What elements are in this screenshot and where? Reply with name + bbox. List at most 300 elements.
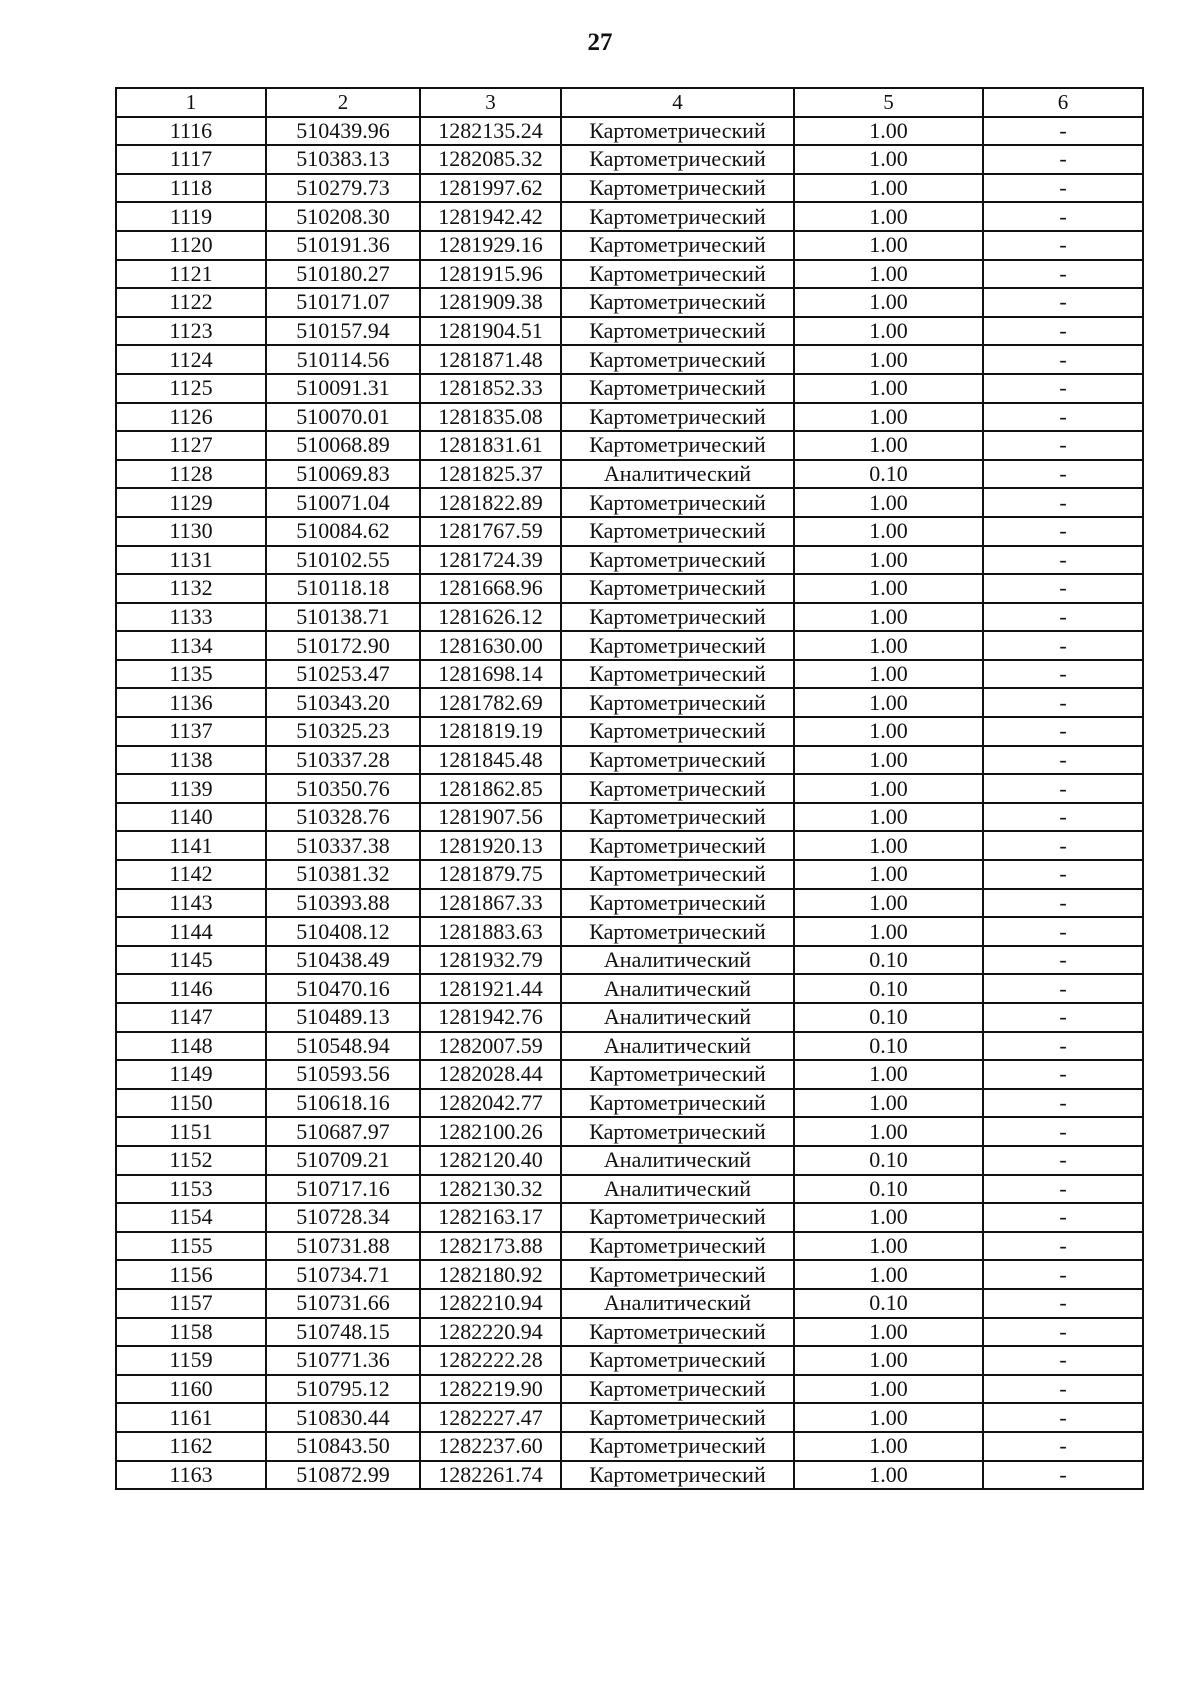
point-number-cell: 1117 — [116, 145, 266, 174]
x-coordinate-cell: 510771.36 — [266, 1346, 420, 1375]
method-cell: Картометрический — [561, 831, 794, 860]
x-coordinate-cell: 510687.97 — [266, 1117, 420, 1146]
y-coordinate-cell: 1282180.92 — [420, 1260, 561, 1289]
table-row — [116, 374, 1143, 403]
point-number-cell: 1139 — [116, 774, 266, 803]
accuracy-cell: 1.00 — [794, 889, 983, 918]
point-number-cell: 1160 — [116, 1375, 266, 1404]
point-number-cell: 1147 — [116, 1003, 266, 1032]
y-coordinate-cell: 1281698.14 — [420, 660, 561, 689]
method-cell: Картометрический — [561, 202, 794, 231]
y-coordinate-cell: 1281782.69 — [420, 688, 561, 717]
x-coordinate-cell: 510337.38 — [266, 831, 420, 860]
x-coordinate-cell: 510325.23 — [266, 717, 420, 746]
method-cell: Картометрический — [561, 1203, 794, 1232]
y-coordinate-cell: 1281630.00 — [420, 631, 561, 660]
point-number-cell: 1159 — [116, 1346, 266, 1375]
coordinates-table — [115, 87, 1144, 1490]
point-number-cell: 1122 — [116, 288, 266, 317]
point-number-cell: 1156 — [116, 1260, 266, 1289]
y-coordinate-cell: 1281932.79 — [420, 946, 561, 975]
y-coordinate-cell: 1281767.59 — [420, 517, 561, 546]
y-coordinate-cell: 1281819.19 — [420, 717, 561, 746]
note-cell: - — [983, 403, 1143, 432]
table-body — [116, 117, 1143, 1490]
x-coordinate-cell: 510843.50 — [266, 1432, 420, 1461]
accuracy-cell: 1.00 — [794, 1346, 983, 1375]
table-row — [116, 1060, 1143, 1089]
accuracy-cell: 1.00 — [794, 1432, 983, 1461]
x-coordinate-cell: 510172.90 — [266, 631, 420, 660]
point-number-cell: 1137 — [116, 717, 266, 746]
note-cell: - — [983, 1289, 1143, 1318]
accuracy-cell: 1.00 — [794, 1461, 983, 1490]
y-coordinate-cell: 1281942.76 — [420, 1003, 561, 1032]
table-row — [116, 174, 1143, 203]
accuracy-cell: 0.10 — [794, 946, 983, 975]
method-cell: Аналитический — [561, 1003, 794, 1032]
note-cell: - — [983, 831, 1143, 860]
method-cell: Картометрический — [561, 889, 794, 918]
accuracy-cell: 0.10 — [794, 1032, 983, 1061]
accuracy-cell: 1.00 — [794, 917, 983, 946]
accuracy-cell: 1.00 — [794, 746, 983, 775]
method-cell: Картометрический — [561, 488, 794, 517]
table-row — [116, 1432, 1143, 1461]
table-row — [116, 774, 1143, 803]
point-number-cell: 1135 — [116, 660, 266, 689]
y-coordinate-cell: 1281822.89 — [420, 488, 561, 517]
y-coordinate-cell: 1282219.90 — [420, 1375, 561, 1404]
method-cell: Картометрический — [561, 546, 794, 575]
note-cell: - — [983, 546, 1143, 575]
note-cell: - — [983, 1375, 1143, 1404]
x-coordinate-cell: 510795.12 — [266, 1375, 420, 1404]
x-coordinate-cell: 510114.56 — [266, 345, 420, 374]
accuracy-cell: 0.10 — [794, 974, 983, 1003]
table-row — [116, 717, 1143, 746]
x-coordinate-cell: 510328.76 — [266, 803, 420, 832]
table-row — [116, 1203, 1143, 1232]
x-coordinate-cell: 510381.32 — [266, 860, 420, 889]
point-number-cell: 1120 — [116, 231, 266, 260]
method-cell: Картометрический — [561, 1260, 794, 1289]
accuracy-cell: 1.00 — [794, 1318, 983, 1347]
table-row — [116, 1003, 1143, 1032]
method-cell: Картометрический — [561, 1117, 794, 1146]
table-row — [116, 260, 1143, 289]
method-cell: Аналитический — [561, 974, 794, 1003]
table-row — [116, 688, 1143, 717]
point-number-cell: 1142 — [116, 860, 266, 889]
point-number-cell: 1144 — [116, 917, 266, 946]
table-row — [116, 1232, 1143, 1261]
table-header-row — [116, 88, 1143, 117]
method-cell: Картометрический — [561, 774, 794, 803]
y-coordinate-cell: 1281915.96 — [420, 260, 561, 289]
method-cell: Картометрический — [561, 917, 794, 946]
y-coordinate-cell: 1281942.42 — [420, 202, 561, 231]
table-row — [116, 889, 1143, 918]
table-row — [116, 488, 1143, 517]
method-cell: Картометрический — [561, 860, 794, 889]
accuracy-cell: 1.00 — [794, 1260, 983, 1289]
note-cell: - — [983, 488, 1143, 517]
note-cell: - — [983, 717, 1143, 746]
y-coordinate-cell: 1282120.40 — [420, 1146, 561, 1175]
x-coordinate-cell: 510383.13 — [266, 145, 420, 174]
method-cell: Картометрический — [561, 403, 794, 432]
accuracy-cell: 1.00 — [794, 774, 983, 803]
accuracy-cell: 1.00 — [794, 202, 983, 231]
x-coordinate-cell: 510279.73 — [266, 174, 420, 203]
note-cell: - — [983, 803, 1143, 832]
note-cell: - — [983, 374, 1143, 403]
table-row — [116, 946, 1143, 975]
point-number-cell: 1153 — [116, 1175, 266, 1204]
table-row — [116, 288, 1143, 317]
table-row — [116, 660, 1143, 689]
x-coordinate-cell: 510337.28 — [266, 746, 420, 775]
x-coordinate-cell: 510068.89 — [266, 431, 420, 460]
table-row — [116, 1461, 1143, 1490]
table-row — [116, 1403, 1143, 1432]
y-coordinate-cell: 1281904.51 — [420, 317, 561, 346]
method-cell: Картометрический — [561, 317, 794, 346]
y-coordinate-cell: 1281879.75 — [420, 860, 561, 889]
x-coordinate-cell: 510350.76 — [266, 774, 420, 803]
note-cell: - — [983, 1003, 1143, 1032]
method-cell: Картометрический — [561, 1232, 794, 1261]
method-cell: Картометрический — [561, 1346, 794, 1375]
x-coordinate-cell: 510253.47 — [266, 660, 420, 689]
note-cell: - — [983, 517, 1143, 546]
method-cell: Картометрический — [561, 574, 794, 603]
accuracy-cell: 1.00 — [794, 231, 983, 260]
accuracy-cell: 0.10 — [794, 1289, 983, 1318]
table-row — [116, 574, 1143, 603]
point-number-cell: 1146 — [116, 974, 266, 1003]
point-number-cell: 1141 — [116, 831, 266, 860]
x-coordinate-cell: 510593.56 — [266, 1060, 420, 1089]
accuracy-cell: 1.00 — [794, 603, 983, 632]
accuracy-cell: 0.10 — [794, 460, 983, 489]
x-coordinate-cell: 510091.31 — [266, 374, 420, 403]
table-row — [116, 631, 1143, 660]
accuracy-cell: 0.10 — [794, 1003, 983, 1032]
accuracy-cell: 1.00 — [794, 517, 983, 546]
note-cell: - — [983, 1060, 1143, 1089]
x-coordinate-cell: 510731.88 — [266, 1232, 420, 1261]
point-number-cell: 1132 — [116, 574, 266, 603]
table-row — [116, 746, 1143, 775]
point-number-cell: 1138 — [116, 746, 266, 775]
table-row — [116, 1032, 1143, 1061]
y-coordinate-cell: 1281867.33 — [420, 889, 561, 918]
method-cell: Картометрический — [561, 260, 794, 289]
point-number-cell: 1151 — [116, 1117, 266, 1146]
note-cell: - — [983, 460, 1143, 489]
method-cell: Картометрический — [561, 145, 794, 174]
point-number-cell: 1116 — [116, 117, 266, 146]
note-cell: - — [983, 746, 1143, 775]
y-coordinate-cell: 1281929.16 — [420, 231, 561, 260]
column-header: 4 — [561, 88, 794, 117]
y-coordinate-cell: 1281862.85 — [420, 774, 561, 803]
point-number-cell: 1136 — [116, 688, 266, 717]
method-cell: Картометрический — [561, 1375, 794, 1404]
y-coordinate-cell: 1282007.59 — [420, 1032, 561, 1061]
table-row — [116, 1146, 1143, 1175]
note-cell: - — [983, 631, 1143, 660]
x-coordinate-cell: 510709.21 — [266, 1146, 420, 1175]
point-number-cell: 1121 — [116, 260, 266, 289]
y-coordinate-cell: 1281724.39 — [420, 546, 561, 575]
accuracy-cell: 1.00 — [794, 374, 983, 403]
table-row — [116, 974, 1143, 1003]
note-cell: - — [983, 174, 1143, 203]
y-coordinate-cell: 1282130.32 — [420, 1175, 561, 1204]
point-number-cell: 1155 — [116, 1232, 266, 1261]
point-number-cell: 1119 — [116, 202, 266, 231]
accuracy-cell: 1.00 — [794, 803, 983, 832]
table-row — [116, 1175, 1143, 1204]
note-cell: - — [983, 1032, 1143, 1061]
table-row — [116, 917, 1143, 946]
y-coordinate-cell: 1281845.48 — [420, 746, 561, 775]
point-number-cell: 1149 — [116, 1060, 266, 1089]
y-coordinate-cell: 1282028.44 — [420, 1060, 561, 1089]
table-row — [116, 1289, 1143, 1318]
point-number-cell: 1150 — [116, 1089, 266, 1118]
note-cell: - — [983, 1432, 1143, 1461]
accuracy-cell: 1.00 — [794, 260, 983, 289]
method-cell: Картометрический — [561, 717, 794, 746]
point-number-cell: 1131 — [116, 546, 266, 575]
method-cell: Картометрический — [561, 1461, 794, 1490]
x-coordinate-cell: 510191.36 — [266, 231, 420, 260]
method-cell: Аналитический — [561, 1146, 794, 1175]
method-cell: Картометрический — [561, 1089, 794, 1118]
table-row — [116, 1089, 1143, 1118]
method-cell: Картометрический — [561, 688, 794, 717]
x-coordinate-cell: 510439.96 — [266, 117, 420, 146]
method-cell: Картометрический — [561, 288, 794, 317]
x-coordinate-cell: 510070.01 — [266, 403, 420, 432]
x-coordinate-cell: 510157.94 — [266, 317, 420, 346]
point-number-cell: 1158 — [116, 1318, 266, 1347]
accuracy-cell: 1.00 — [794, 546, 983, 575]
x-coordinate-cell: 510731.66 — [266, 1289, 420, 1318]
x-coordinate-cell: 510069.83 — [266, 460, 420, 489]
column-header: 5 — [794, 88, 983, 117]
note-cell: - — [983, 1146, 1143, 1175]
page-number: 27 — [587, 29, 613, 56]
note-cell: - — [983, 1260, 1143, 1289]
table-row — [116, 231, 1143, 260]
note-cell: - — [983, 202, 1143, 231]
table-row — [116, 517, 1143, 546]
note-cell: - — [983, 345, 1143, 374]
y-coordinate-cell: 1281831.61 — [420, 431, 561, 460]
column-header: 3 — [420, 88, 561, 117]
accuracy-cell: 1.00 — [794, 1403, 983, 1432]
table-row — [116, 403, 1143, 432]
x-coordinate-cell: 510084.62 — [266, 517, 420, 546]
accuracy-cell: 1.00 — [794, 574, 983, 603]
point-number-cell: 1154 — [116, 1203, 266, 1232]
note-cell: - — [983, 946, 1143, 975]
point-number-cell: 1124 — [116, 345, 266, 374]
y-coordinate-cell: 1282100.26 — [420, 1117, 561, 1146]
note-cell: - — [983, 1117, 1143, 1146]
method-cell: Картометрический — [561, 631, 794, 660]
column-header: 2 — [266, 88, 420, 117]
x-coordinate-cell: 510748.15 — [266, 1318, 420, 1347]
accuracy-cell: 1.00 — [794, 688, 983, 717]
y-coordinate-cell: 1281852.33 — [420, 374, 561, 403]
note-cell: - — [983, 1461, 1143, 1490]
note-cell: - — [983, 1403, 1143, 1432]
note-cell: - — [983, 145, 1143, 174]
point-number-cell: 1123 — [116, 317, 266, 346]
accuracy-cell: 1.00 — [794, 403, 983, 432]
table-row — [116, 317, 1143, 346]
accuracy-cell: 1.00 — [794, 288, 983, 317]
accuracy-cell: 1.00 — [794, 631, 983, 660]
y-coordinate-cell: 1281626.12 — [420, 603, 561, 632]
note-cell: - — [983, 1346, 1143, 1375]
y-coordinate-cell: 1281921.44 — [420, 974, 561, 1003]
note-cell: - — [983, 688, 1143, 717]
method-cell: Картометрический — [561, 345, 794, 374]
y-coordinate-cell: 1281909.38 — [420, 288, 561, 317]
x-coordinate-cell: 510872.99 — [266, 1461, 420, 1490]
x-coordinate-cell: 510071.04 — [266, 488, 420, 517]
y-coordinate-cell: 1281997.62 — [420, 174, 561, 203]
table-row — [116, 860, 1143, 889]
x-coordinate-cell: 510830.44 — [266, 1403, 420, 1432]
y-coordinate-cell: 1281825.37 — [420, 460, 561, 489]
table-row — [116, 603, 1143, 632]
accuracy-cell: 1.00 — [794, 1060, 983, 1089]
point-number-cell: 1118 — [116, 174, 266, 203]
table-row — [116, 803, 1143, 832]
note-cell: - — [983, 431, 1143, 460]
table-row — [116, 1318, 1143, 1347]
point-number-cell: 1152 — [116, 1146, 266, 1175]
y-coordinate-cell: 1281835.08 — [420, 403, 561, 432]
point-number-cell: 1130 — [116, 517, 266, 546]
method-cell: Картометрический — [561, 1432, 794, 1461]
y-coordinate-cell: 1282261.74 — [420, 1461, 561, 1490]
accuracy-cell: 1.00 — [794, 117, 983, 146]
accuracy-cell: 1.00 — [794, 660, 983, 689]
method-cell: Картометрический — [561, 1318, 794, 1347]
note-cell: - — [983, 1318, 1143, 1347]
table-row — [116, 202, 1143, 231]
x-coordinate-cell: 510470.16 — [266, 974, 420, 1003]
y-coordinate-cell: 1282227.47 — [420, 1403, 561, 1432]
y-coordinate-cell: 1282135.24 — [420, 117, 561, 146]
method-cell: Аналитический — [561, 460, 794, 489]
note-cell: - — [983, 231, 1143, 260]
x-coordinate-cell: 510408.12 — [266, 917, 420, 946]
accuracy-cell: 1.00 — [794, 1089, 983, 1118]
method-cell: Картометрический — [561, 603, 794, 632]
x-coordinate-cell: 510393.88 — [266, 889, 420, 918]
table-row — [116, 345, 1143, 374]
note-cell: - — [983, 574, 1143, 603]
x-coordinate-cell: 510728.34 — [266, 1203, 420, 1232]
y-coordinate-cell: 1281920.13 — [420, 831, 561, 860]
accuracy-cell: 0.10 — [794, 1146, 983, 1175]
accuracy-cell: 1.00 — [794, 1375, 983, 1404]
method-cell: Картометрический — [561, 431, 794, 460]
accuracy-cell: 1.00 — [794, 717, 983, 746]
point-number-cell: 1129 — [116, 488, 266, 517]
note-cell: - — [983, 660, 1143, 689]
accuracy-cell: 1.00 — [794, 1232, 983, 1261]
y-coordinate-cell: 1282173.88 — [420, 1232, 561, 1261]
point-number-cell: 1145 — [116, 946, 266, 975]
x-coordinate-cell: 510618.16 — [266, 1089, 420, 1118]
y-coordinate-cell: 1282163.17 — [420, 1203, 561, 1232]
y-coordinate-cell: 1281668.96 — [420, 574, 561, 603]
method-cell: Картометрический — [561, 1060, 794, 1089]
table-row — [116, 1260, 1143, 1289]
accuracy-cell: 0.10 — [794, 1175, 983, 1204]
x-coordinate-cell: 510208.30 — [266, 202, 420, 231]
point-number-cell: 1127 — [116, 431, 266, 460]
accuracy-cell: 1.00 — [794, 174, 983, 203]
note-cell: - — [983, 889, 1143, 918]
y-coordinate-cell: 1281907.56 — [420, 803, 561, 832]
point-number-cell: 1134 — [116, 631, 266, 660]
point-number-cell: 1143 — [116, 889, 266, 918]
accuracy-cell: 1.00 — [794, 317, 983, 346]
accuracy-cell: 1.00 — [794, 145, 983, 174]
point-number-cell: 1133 — [116, 603, 266, 632]
method-cell: Картометрический — [561, 174, 794, 203]
method-cell: Аналитический — [561, 1032, 794, 1061]
method-cell: Картометрический — [561, 660, 794, 689]
method-cell: Картометрический — [561, 517, 794, 546]
x-coordinate-cell: 510548.94 — [266, 1032, 420, 1061]
note-cell: - — [983, 917, 1143, 946]
y-coordinate-cell: 1282210.94 — [420, 1289, 561, 1318]
x-coordinate-cell: 510118.18 — [266, 574, 420, 603]
table-row — [116, 1375, 1143, 1404]
method-cell: Аналитический — [561, 1289, 794, 1318]
method-cell: Аналитический — [561, 946, 794, 975]
note-cell: - — [983, 260, 1143, 289]
accuracy-cell: 1.00 — [794, 860, 983, 889]
y-coordinate-cell: 1282220.94 — [420, 1318, 561, 1347]
note-cell: - — [983, 288, 1143, 317]
x-coordinate-cell: 510734.71 — [266, 1260, 420, 1289]
table-row — [116, 145, 1143, 174]
point-number-cell: 1163 — [116, 1461, 266, 1490]
note-cell: - — [983, 117, 1143, 146]
note-cell: - — [983, 974, 1143, 1003]
accuracy-cell: 1.00 — [794, 345, 983, 374]
method-cell: Картометрический — [561, 746, 794, 775]
method-cell: Картометрический — [561, 1403, 794, 1432]
note-cell: - — [983, 317, 1143, 346]
table-row — [116, 431, 1143, 460]
y-coordinate-cell: 1282222.28 — [420, 1346, 561, 1375]
